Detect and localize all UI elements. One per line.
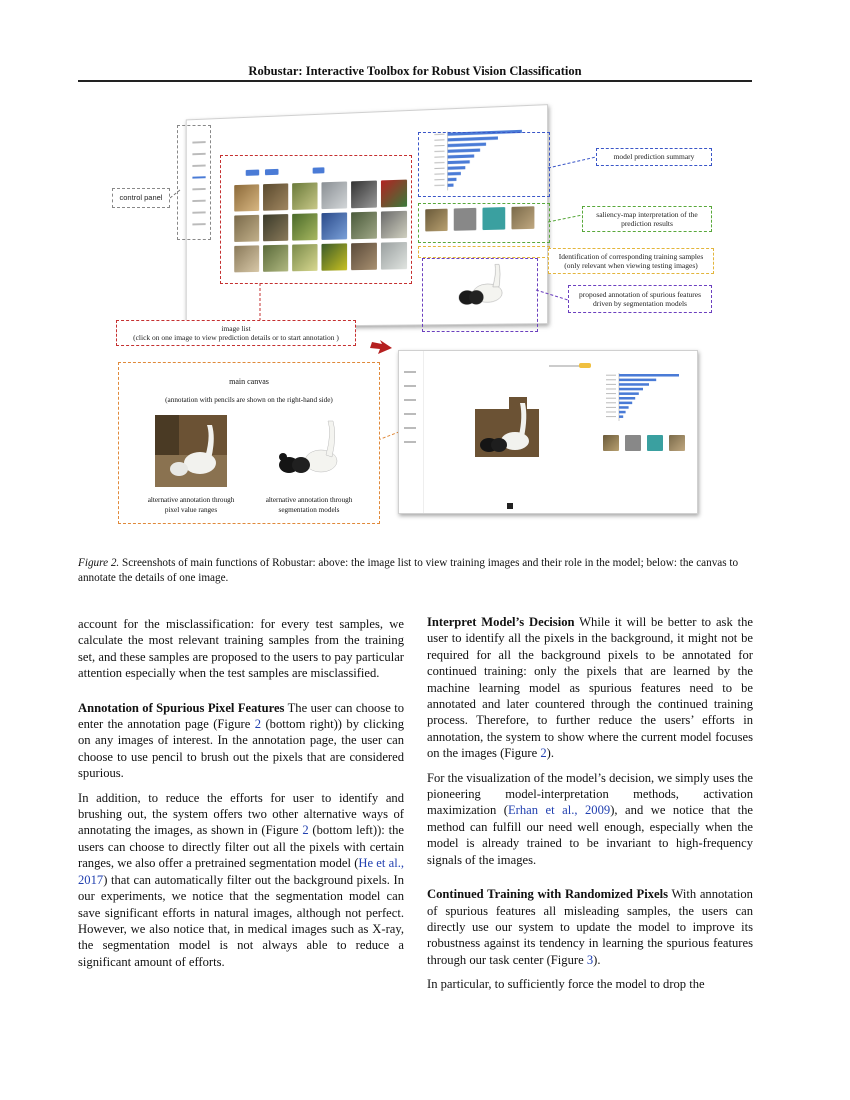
saliency-original — [603, 435, 619, 451]
chart-tick-label — [606, 393, 616, 394]
label-identification: Identification of corresponding training samples (only relevant when viewing testing images) — [548, 248, 714, 274]
chart-bar — [619, 383, 649, 386]
chart-bar — [619, 406, 629, 409]
paragraph: account for the misclassification: for every test samples, we calculate the most relevant training samples from the training set, and these samples are proposed to the users to pay particular attention especially when the test samples are misclassified. — [78, 617, 404, 681]
figure-ref-link[interactable]: 2 — [540, 746, 547, 761]
label-proposed-annotation: proposed annotation of spurious features driven by segmentation models — [568, 285, 712, 313]
chart-bar — [619, 411, 626, 414]
pixel-range-goose-image — [155, 415, 227, 487]
citation-link[interactable]: He et al., 2017 — [78, 856, 404, 887]
label-control-panel: control panel — [112, 188, 170, 208]
chart-bar — [619, 392, 639, 395]
paragraph-interpret: Interpret Model’s Decision While it will be better to ask the user to identify all the pixels in the background, it might not be required for all the background pixels to be annotated for continued training: only the pixels that are learned by the machine learning model as spurious features need to be annotated and later countered through the continued training process. Therefore, to further reduce the users’ efforts in annotation, the system to show where the current model focuses on the images (Figure 2). — [427, 615, 753, 761]
chart-tick-label — [606, 411, 616, 412]
annotate-button[interactable] — [579, 363, 591, 368]
figure-ref-link[interactable]: 2 — [302, 823, 309, 838]
chart-tick-label — [606, 398, 616, 399]
figure-caption — [78, 556, 752, 586]
section-heading: Interpret Model’s Decision — [427, 615, 575, 629]
annotation-sidebar — [399, 351, 424, 513]
chart-tick-label — [606, 388, 616, 389]
canvas-pager[interactable] — [507, 503, 513, 509]
chart-bar — [619, 402, 632, 405]
chart-bar — [619, 379, 656, 382]
screenshot-annotation-canvas — [398, 350, 698, 514]
chart-bar — [619, 388, 643, 391]
chart-bar — [619, 374, 679, 377]
alt-seg-label: alternative annotation through segmentation models — [265, 496, 353, 514]
chart-bar — [619, 415, 623, 418]
running-header: Robustar: Interactive Toolbox for Robust Vision Classification — [248, 64, 582, 78]
label-image-list — [116, 320, 356, 346]
chart-tick-label — [606, 379, 616, 380]
label-model-prediction-summary: model prediction summary — [596, 148, 712, 166]
figure-2 — [0, 0, 850, 540]
canvas-prediction-chart — [603, 371, 683, 423]
main-canvas-note: (annotation with pencils are shown on the right-hand side) — [165, 396, 333, 404]
saliency-map-gray — [625, 435, 641, 451]
label-saliency-map: saliency-map interpretation of the prediction results — [582, 206, 712, 232]
left-column — [78, 616, 404, 970]
chart-tick-label — [606, 416, 616, 417]
chart-tick-label — [606, 375, 616, 376]
image-list-note: (click on one image to view prediction details or to start annotation ) — [133, 333, 339, 342]
image-list-title: image list — [221, 323, 251, 333]
chart-bar — [619, 397, 635, 400]
canvas-goose-image — [475, 397, 539, 457]
chart-tick-label — [606, 384, 616, 385]
chart-tick-label — [606, 407, 616, 408]
section-heading: Continued Training with Randomized Pixels — [427, 887, 668, 902]
main-canvas-title: main canvas — [229, 377, 269, 386]
saliency-overlay — [669, 435, 685, 451]
paragraph-continued-training: Continued Training with Randomized Pixels With annotation of spurious features all misleading samples, the users can directly use our system to update the model to improve its robustness against its tendency in learning the spurious features through our task center (Figure 3). — [427, 887, 753, 967]
paragraph-visualization: For the visualization of the model’s decision, we simply uses the pioneering model-interpretation methods, activation maximization (Erhan et al., 2009), and we notice that the method can fulfill our need well enough, especially when the model is already trained to be invariant to high-frequency signals of the images. — [427, 770, 753, 867]
caption-text: Screenshots of main functions of Robustar: above: the image list to view training images and their role in the model; below: the canvas to annotate the details of one image. — [78, 557, 739, 584]
right-column — [427, 614, 753, 993]
paragraph-annotation: Annotation of Spurious Pixel Features The user can choose to enter the annotation page (Figure 2 (bottom right)) by clicking on any images of interest. In the annotation page, the user can choose to use pencil to brush out the pixels that are considered spurious. — [78, 700, 404, 781]
segmentation-goose-image — [273, 415, 347, 487]
citation-link[interactable]: Erhan et al., 2009 — [507, 803, 611, 818]
caption-label: Figure 2. — [78, 557, 120, 569]
paragraph: In particular, to sufficiently force the model to drop the — [427, 977, 705, 992]
alt-pixel-label: alternative annotation through pixel value ranges — [147, 496, 235, 514]
chart-tick-label — [606, 402, 616, 403]
paragraph-alternatives: In addition, to reduce the efforts for user to identify and brushing out, the system offers two other alternative ways of annotating the images, as shown in (Figure 2 (bottom left)): the users can choose to directly filter out all the pixels with certain ranges, we also offer a pretrained segmentation model (He et al., 2017) that can automatically filter out the background pixels. In our experiments, we notice that the segmentation model can save significant efforts in natural images, although not perfect. However, we also notice that, in medical images such as X-ray, the segmentation model is not always able to reduce a significant amount of efforts. — [78, 790, 404, 969]
saliency-map-teal — [647, 435, 663, 451]
section-heading: Annotation of Spurious Pixel Features — [78, 700, 285, 715]
main-canvas-panel — [118, 362, 380, 524]
figure-ref-link[interactable]: 2 — [254, 717, 262, 732]
figure-ref-link[interactable]: 3 — [586, 952, 594, 967]
